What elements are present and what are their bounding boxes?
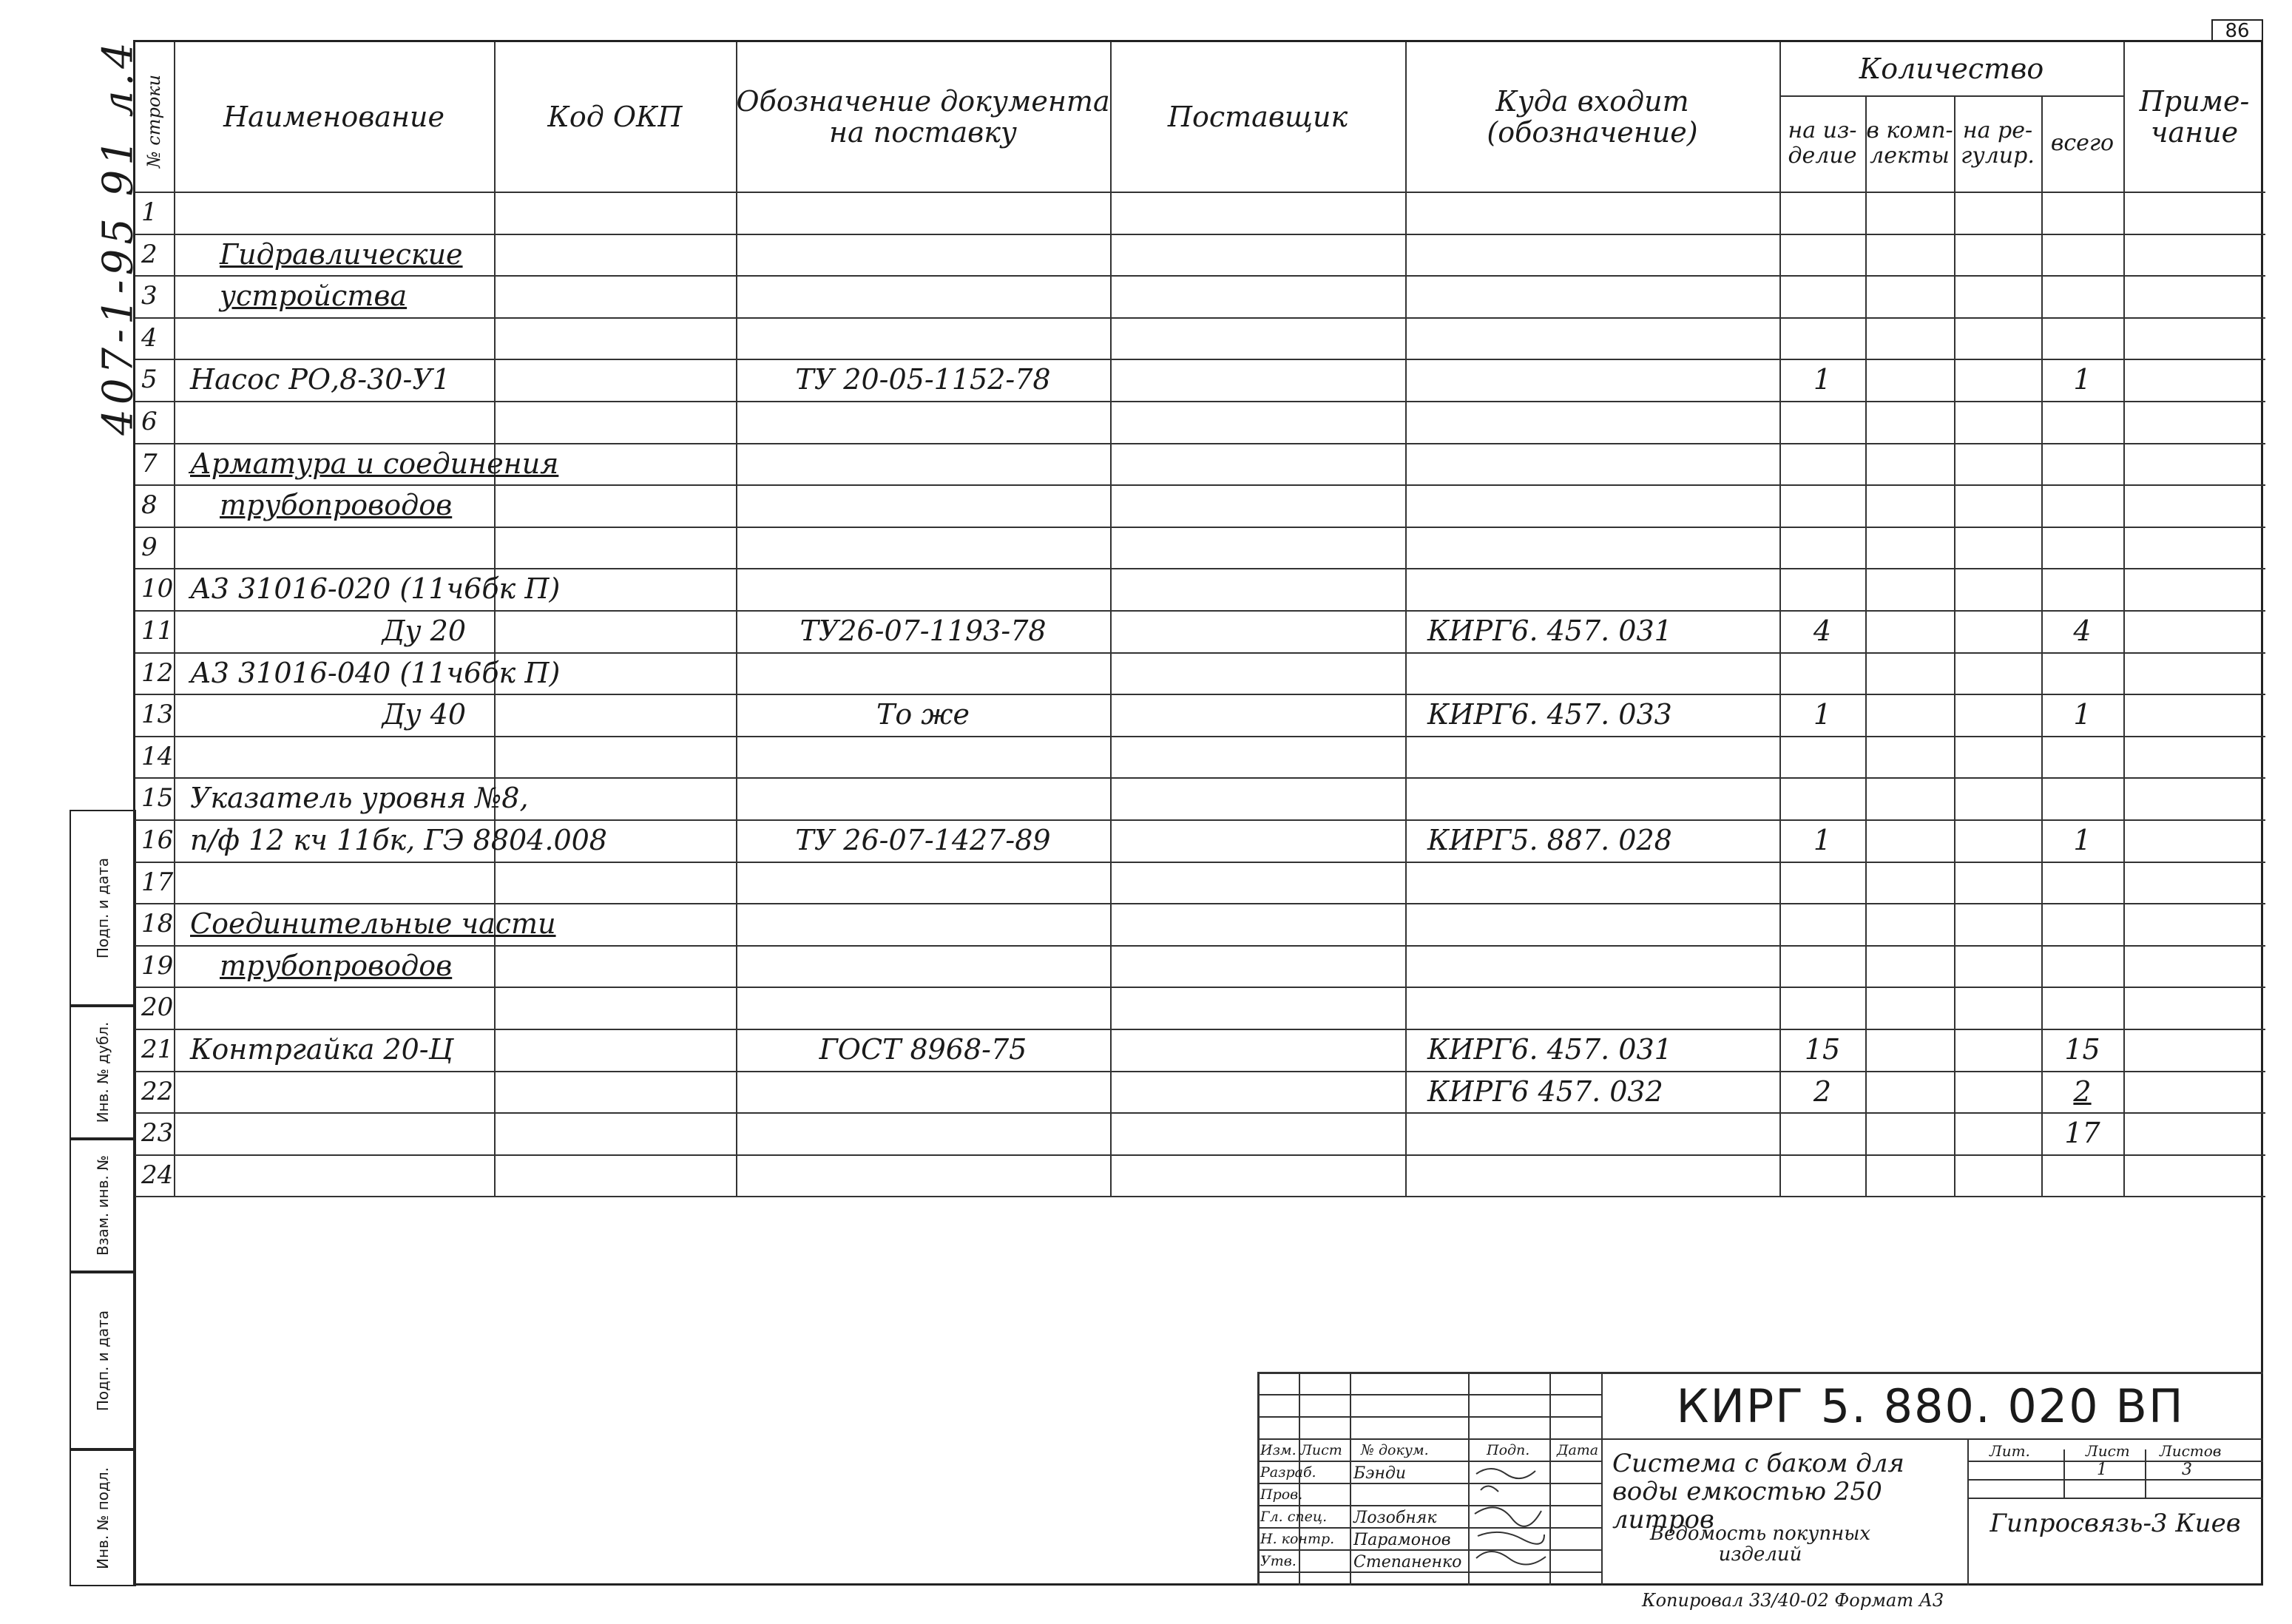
row-number: 22	[141, 1076, 174, 1106]
header-note: Приме-чание	[2139, 85, 2250, 149]
grid-line	[135, 1196, 2265, 1197]
row-number: 4	[141, 322, 158, 353]
row-qty-product: 1	[1813, 363, 1832, 396]
title-sheets-label: Листов	[2160, 1442, 2222, 1460]
row-number: 2	[141, 239, 158, 269]
row-number: 14	[141, 741, 174, 771]
row-document: То же	[876, 698, 970, 731]
title-name-utv: Степаненко	[1353, 1553, 1462, 1571]
left-stamp-strip	[70, 810, 136, 1586]
row-name: Арматура и соединения	[190, 447, 559, 480]
title-sheet-label: Лист	[2086, 1442, 2130, 1460]
header-qty-product: на из-делие	[1788, 118, 1857, 169]
page-number: 86	[2211, 19, 2263, 41]
title-block-line	[1257, 1394, 1601, 1395]
row-number: 13	[141, 700, 174, 730]
grid-line	[135, 527, 2265, 528]
grid-line	[135, 192, 2265, 193]
title-block-line	[1257, 1571, 1601, 1573]
grid-line	[135, 1154, 2265, 1156]
row-where: КИРГ6 457. 032	[1427, 1075, 1663, 1108]
row-document: ГОСТ 8968-75	[819, 1033, 1027, 1066]
header-name: Наименование	[223, 101, 444, 133]
title-block-line	[1601, 1372, 1603, 1586]
grid-line	[1865, 95, 1867, 1196]
title-role-utv: Утв.	[1260, 1553, 1297, 1569]
title-description: Система с баком для воды емкостью 250 литров	[1612, 1449, 1904, 1535]
row-where: КИРГ5. 887. 028	[1427, 824, 1672, 856]
header-row-number: № строки	[143, 74, 164, 169]
row-number: 5	[141, 365, 158, 395]
row-number: 19	[141, 950, 174, 981]
title-block-line	[2145, 1449, 2146, 1498]
row-number: 15	[141, 783, 174, 813]
strip-inv-podl: Инв. № подл.	[70, 1449, 136, 1586]
grid-line	[2123, 42, 2125, 1196]
row-qty-product: 1	[1813, 824, 1832, 856]
row-name: Контргайка 20-Ц	[190, 1033, 453, 1066]
grid-line	[135, 736, 2265, 737]
grid-line	[135, 317, 2265, 319]
row-document: ТУ 20-05-1152-78	[795, 363, 1051, 396]
header-qty-kit: в комп-лекты	[1866, 118, 1953, 169]
row-qty-product: 1	[1813, 698, 1832, 731]
header-document: Обозначение документа на поставку	[736, 85, 1110, 149]
row-number: 12	[141, 657, 174, 688]
title-col-list: Лист	[1300, 1442, 1342, 1458]
strip-inv-dubl: Инв. № дубл.	[70, 1006, 136, 1139]
grid-line	[1110, 42, 1112, 1196]
title-role-n-kontr: Н. контр.	[1260, 1531, 1335, 1547]
bottom-note: Копировал 33/40-02 Формат А3	[1642, 1590, 1944, 1611]
strip-vzam-inv: Взам. инв. №	[70, 1139, 136, 1272]
row-name: трубопроводов	[220, 489, 453, 522]
row-qty-product: 15	[1804, 1033, 1841, 1066]
header-supplier: Поставщик	[1167, 101, 1348, 133]
row-name: Насос РО,8-30-У1	[190, 363, 450, 396]
title-col-ndoc: № докум.	[1361, 1442, 1429, 1458]
row-name: п/ф 12 кч 11бк, ГЭ 8804.008	[190, 824, 607, 856]
grid-line	[1954, 95, 1955, 1196]
drawing-frame	[133, 40, 2263, 1586]
grid-line	[135, 862, 2265, 863]
title-block-line	[2063, 1449, 2065, 1498]
row-name: трубопроводов	[220, 949, 453, 982]
row-number: 16	[141, 825, 174, 855]
row-name: Ду 40	[382, 698, 466, 731]
title-sheet-value: 1	[2097, 1461, 2107, 1479]
grid-line	[135, 1071, 2265, 1072]
strip-podp-data-2: Подп. и дата	[70, 1272, 136, 1449]
row-qty-total: 2	[2073, 1075, 2092, 1108]
row-number: 3	[141, 281, 158, 311]
row-qty-total: 17	[2064, 1117, 2100, 1150]
title-block-line	[1967, 1461, 2263, 1462]
header-qty-total: всего	[2050, 130, 2114, 156]
header-qty-reg: на ре-гулир.	[1961, 118, 2035, 169]
header-code: Код ОКП	[547, 101, 683, 133]
grid-line	[135, 987, 2265, 988]
row-where: КИРГ6. 457. 031	[1427, 1033, 1672, 1066]
row-number: 8	[141, 490, 158, 521]
signatures-image	[1470, 1461, 1552, 1571]
row-qty-total: 1	[2073, 698, 2092, 731]
grid-line	[174, 42, 175, 1196]
header-where: Куда входит (обозначение)	[1487, 85, 1698, 149]
row-name: Указатель уровня №8,	[190, 782, 529, 815]
title-block-line	[1967, 1479, 2263, 1481]
row-name: Ду 20	[382, 615, 466, 647]
strip-podp-data-1: Подп. и дата	[70, 810, 136, 1006]
title-sheets-value: 3	[2182, 1461, 2192, 1479]
row-qty-total: 1	[2073, 824, 2092, 856]
row-document: ТУ 26-07-1427-89	[795, 824, 1051, 856]
row-name: А3 31016-040 (11ч6бк П)	[190, 656, 561, 689]
title-block-line	[1967, 1498, 2263, 1499]
row-number: 6	[141, 407, 158, 436]
row-number: 20	[141, 992, 174, 1023]
title-block-line	[1350, 1372, 1351, 1586]
title-block-line	[1601, 1438, 2263, 1440]
title-doc-code: КИРГ 5. 880. 020 ВП	[1676, 1379, 2185, 1433]
row-number: 9	[141, 532, 158, 562]
grid-line	[494, 42, 496, 1196]
row-where: КИРГ6. 457. 031	[1427, 615, 1672, 647]
title-role-prov: Пров.	[1260, 1486, 1303, 1503]
title-name-razrab: Бэнди	[1353, 1464, 1407, 1483]
row-qty-product: 4	[1813, 615, 1832, 647]
title-col-podp: Подп.	[1487, 1442, 1530, 1458]
row-number: 1	[141, 197, 158, 227]
row-qty-product: 2	[1813, 1075, 1832, 1108]
title-role-razrab: Разраб.	[1260, 1464, 1316, 1481]
row-number: 18	[141, 909, 174, 939]
grid-line	[135, 401, 2265, 402]
title-col-izm: Изм.	[1260, 1442, 1297, 1458]
row-number: 23	[141, 1118, 174, 1148]
side-designation-text: 407-1-95 91 л.4	[94, 38, 143, 436]
row-name: устройства	[220, 280, 408, 313]
row-number: 7	[141, 448, 158, 478]
row-where: КИРГ6. 457. 033	[1427, 698, 1672, 731]
title-doc-type: Ведомость покупных изделий	[1649, 1523, 1871, 1566]
title-block-line	[1468, 1372, 1470, 1586]
row-document: ТУ26-07-1193-78	[800, 615, 1047, 647]
row-qty-total: 1	[2073, 363, 2092, 396]
row-number: 10	[141, 574, 174, 604]
title-col-data: Дата	[1557, 1442, 1599, 1458]
row-qty-total: 15	[2064, 1033, 2100, 1066]
title-block-line	[1257, 1438, 1601, 1440]
title-name-gl-spec: Лозобняк	[1353, 1509, 1437, 1527]
row-name: Соединительные части	[190, 907, 556, 941]
title-role-gl-spec: Гл. спец.	[1260, 1509, 1328, 1525]
title-block-line	[1257, 1372, 1260, 1586]
grid-line	[135, 1112, 2265, 1114]
title-block-line	[1257, 1372, 1601, 1373]
row-name: Гидравлические	[220, 237, 463, 271]
row-qty-total: 4	[2073, 615, 2092, 647]
grid-line	[1405, 42, 1407, 1196]
row-number: 17	[141, 867, 174, 897]
title-org: Гипросвязь-3 Киев	[1990, 1509, 2241, 1538]
row-name: А3 31016-020 (11ч6бк П)	[190, 572, 561, 606]
header-quantity: Количество	[1859, 53, 2044, 85]
row-number: 11	[141, 616, 174, 646]
specification-table	[135, 42, 2261, 1583]
title-lit-label: Лит.	[1990, 1442, 2030, 1460]
row-number: 21	[141, 1035, 174, 1064]
title-block-line	[1257, 1416, 1601, 1418]
title-name-n-kontr: Парамонов	[1353, 1531, 1451, 1549]
row-number: 24	[141, 1160, 174, 1190]
